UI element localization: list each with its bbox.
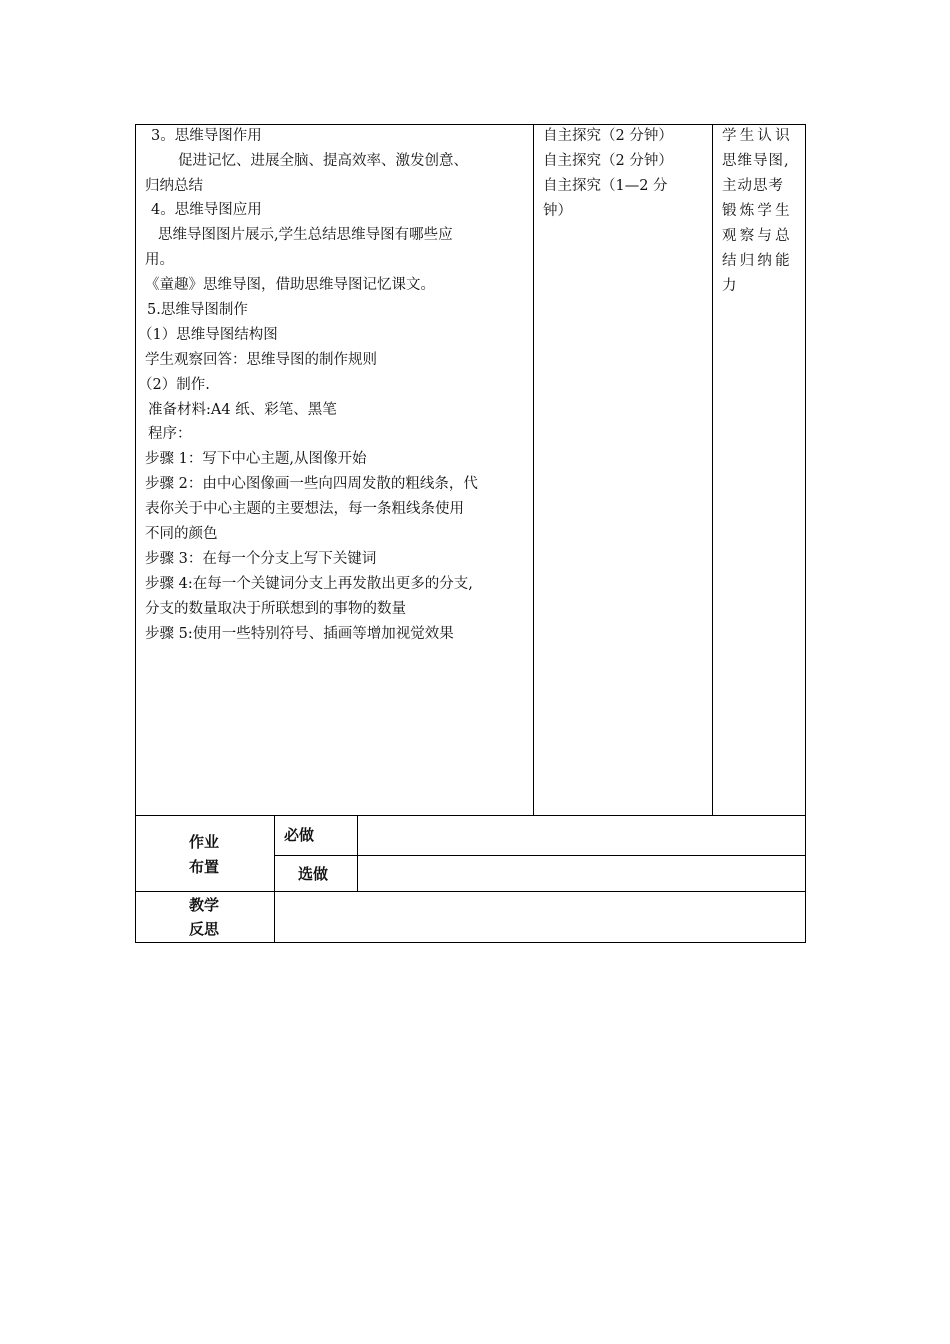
content-line: 归纳总结: [145, 178, 203, 194]
content-line: 步骤 4:在每一个关键词分支上再发散出更多的分支,: [145, 576, 473, 592]
reflection-field[interactable]: [275, 892, 805, 942]
homework-label-line-2: 布置: [189, 858, 220, 876]
intent-line: 主动思考: [722, 178, 784, 194]
content-line: 《童趣》思维导图，借助思维导图记忆课文。: [145, 277, 435, 293]
homework-label-line-1: 作业: [189, 833, 220, 851]
content-line: （2）制作.: [138, 377, 210, 393]
column-divider-activity: [533, 124, 534, 816]
intent-line: 学生认识: [722, 128, 793, 144]
activity-line: 自主探究（2 分钟）: [543, 128, 673, 144]
activity-line: 自主探究（1—2 分: [543, 178, 668, 194]
content-line: 表你关于中心主题的主要想法，每一条粗线条使用: [145, 501, 464, 517]
content-line: 学生观察回答：思维导图的制作规则: [145, 352, 377, 368]
activity-line: 自主探究（2 分钟）: [543, 153, 673, 169]
content-line: 步骤 1：写下中心主题,从图像开始: [145, 451, 367, 467]
content-line: 分支的数量取决于所联想到的事物的数量: [145, 601, 406, 617]
intent-line: 观察与总: [722, 228, 793, 244]
homework-required-label: 必做: [284, 826, 315, 844]
intent-line: 锻炼学生: [722, 203, 793, 219]
content-line: 用。: [145, 252, 174, 268]
activity-line: 钟）: [543, 203, 572, 219]
content-line: 步骤 5:使用一些特别符号、插画等增加视觉效果: [145, 626, 454, 642]
content-line: 不同的颜色: [145, 526, 218, 542]
table-border-bottom: [135, 942, 806, 943]
column-divider-intent: [712, 124, 713, 816]
content-line: 思维导图图片展示,学生总结思维导图有哪些应: [158, 227, 453, 243]
homework-optional-field[interactable]: [358, 856, 805, 891]
reflection-label-line-1: 教学: [189, 896, 220, 914]
intent-line: 结归纳能: [722, 253, 793, 269]
content-line: 准备材料:A4 纸、彩笔、黑笔: [148, 402, 337, 418]
reflection-label-line-2: 反思: [189, 920, 220, 938]
intent-line: 思维导图,: [722, 153, 790, 169]
content-line: 促进记忆、进展全脑、提高效率、激发创意、: [178, 153, 468, 169]
content-line: 步骤 2：由中心图像画一些向四周发散的粗线条，代: [145, 476, 478, 492]
homework-required-field[interactable]: [358, 816, 805, 855]
content-line: 5.思维导图制作: [147, 302, 248, 318]
intent-line: 力: [722, 278, 740, 294]
table-border-right: [805, 124, 806, 943]
content-line: （1）思维导图结构图: [138, 327, 278, 343]
content-line: 程序：: [148, 426, 192, 442]
content-line: 3。思维导图作用: [151, 128, 262, 144]
content-line: 步骤 3：在每一个分支上写下关键词: [145, 551, 377, 567]
homework-optional-label: 选做: [298, 865, 329, 883]
content-line: 4。思维导图应用: [151, 202, 262, 218]
table-border-left: [135, 124, 136, 943]
